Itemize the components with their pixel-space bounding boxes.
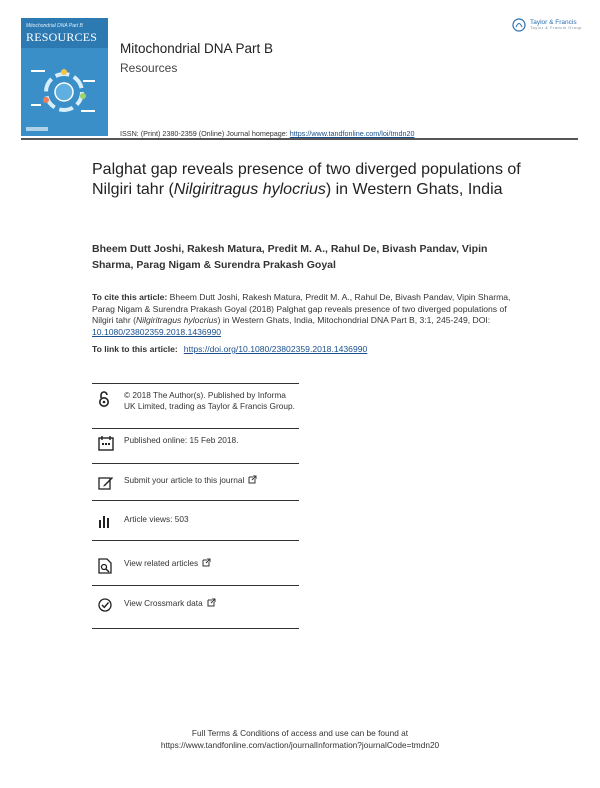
crossmark-link[interactable] xyxy=(124,598,216,609)
cover-journal-name: Mitochondrial DNA Part B xyxy=(26,23,83,29)
article-title xyxy=(92,160,532,200)
journal-cover-image xyxy=(21,18,108,136)
terms-footer xyxy=(0,727,600,751)
article-views: Article views: 503 xyxy=(124,514,189,524)
license-text: © 2018 The Author(s). Published by Informa UK Limited, trading as Taylor & Francis Group. xyxy=(124,390,295,411)
issn-text: ISSN: (Print) 2380-2359 (Online) Journal homepage: xyxy=(120,129,290,138)
title-text-start: Palghat gap reveals presence of two diverged populations of Nilgiri tahr ( xyxy=(92,161,521,198)
publisher-logo xyxy=(512,18,582,32)
article-link-label: To link to this article: xyxy=(92,344,178,354)
external-link-icon xyxy=(202,558,211,567)
related-row[interactable] xyxy=(92,558,299,574)
citation-label: To cite this article: xyxy=(92,292,168,302)
submit-row[interactable] xyxy=(92,475,299,490)
issn-line xyxy=(120,129,414,138)
info-divider xyxy=(92,500,299,501)
cover-publisher-mark xyxy=(26,127,48,131)
license-row xyxy=(92,390,299,412)
open-access-lock-icon xyxy=(98,390,110,408)
calendar-icon xyxy=(98,435,114,451)
views-row xyxy=(92,514,299,528)
external-link-icon xyxy=(248,475,257,484)
related-articles-label: View related articles xyxy=(124,558,199,568)
info-divider xyxy=(92,463,299,464)
bar-chart-icon xyxy=(98,514,112,528)
citation-species: Nilgiritragus hylocrius xyxy=(135,315,218,326)
publisher-logo-subtitle: Taylor & Francis Group xyxy=(530,25,582,31)
article-link-line xyxy=(92,344,367,354)
doi-link[interactable]: 10.1080/23802359.2018.1436990 xyxy=(92,326,222,337)
terms-footer-url[interactable]: https://www.tandfonline.com/action/journalInformation?journalCode=tmdn20 xyxy=(160,740,440,750)
cover-dna-cycle-art xyxy=(29,60,99,122)
article-authors: Bheem Dutt Joshi, Rakesh Matura, Predit M. A., Rahul De, Bivash Pandav, Vipin Sharma, Parag Nigam & Surendra Prakash Goyal xyxy=(92,243,488,271)
citation-text-start: Bheem Dutt Joshi, Rakesh Matura, Predit M. A., Rahul De, Bivash Pandav, Vipin Sharma, Parag Nigam & Surendra Prakash Goyal (2018) Palghat gap reveals presence of two diverged populations of Nilgiri tahr ( xyxy=(92,292,511,326)
submit-article-label: Submit your article to this journal xyxy=(124,475,245,485)
published-row xyxy=(92,435,299,451)
submit-article-link[interactable] xyxy=(124,475,257,486)
external-link-icon xyxy=(207,598,216,607)
publisher-logo-icon xyxy=(512,18,526,32)
related-articles-link[interactable] xyxy=(124,558,211,569)
journal-title: Mitochondrial DNA Part B xyxy=(120,41,274,56)
journal-homepage-link[interactable]: https://www.tandfonline.com/loi/tmdn20 xyxy=(289,129,415,138)
citation-text-end: ) in Western Ghats, India, Mitochondrial DNA Part B, 3:1, 245-249, DOI: xyxy=(217,315,491,326)
citation-block xyxy=(92,292,512,338)
header-divider xyxy=(21,138,578,140)
journal-section: Resources xyxy=(120,61,178,75)
publisher-logo-name: Taylor & Francis xyxy=(530,19,577,27)
crossmark-label: View Crossmark data xyxy=(124,598,203,608)
terms-footer-text: Full Terms & Conditions of access and use can be found at xyxy=(191,728,409,738)
info-divider xyxy=(92,628,299,629)
info-divider xyxy=(92,540,299,541)
crossmark-row[interactable] xyxy=(92,598,299,612)
info-divider xyxy=(92,428,299,429)
edit-icon xyxy=(98,475,114,490)
cover-resources-word: RESOURCES xyxy=(26,30,98,44)
crossmark-icon xyxy=(98,598,112,612)
title-species-name: Nilgiritragus hylocrius xyxy=(173,181,326,198)
info-divider xyxy=(92,383,299,384)
article-link-url[interactable]: https://doi.org/10.1080/23802359.2018.1436990 xyxy=(183,344,368,354)
title-text-end: ) in Western Ghats, India xyxy=(325,181,503,198)
published-date: Published online: 15 Feb 2018. xyxy=(124,435,239,445)
related-articles-search-icon xyxy=(98,558,112,574)
info-divider xyxy=(92,585,299,586)
